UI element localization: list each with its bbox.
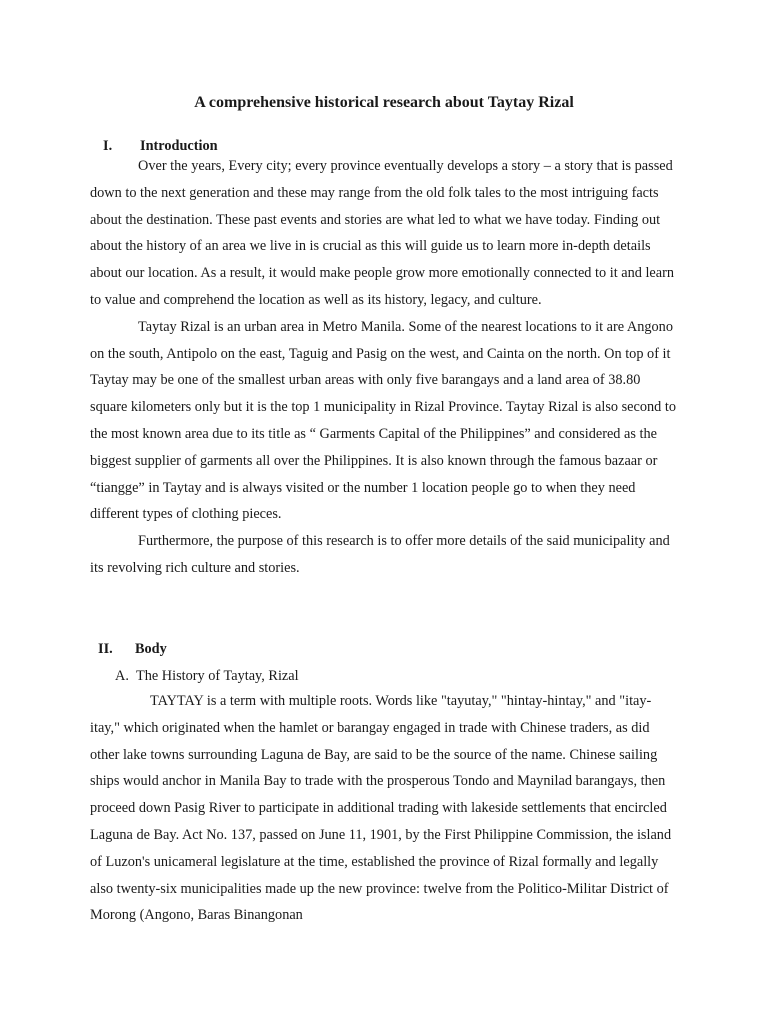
paragraph: Furthermore, the purpose of this research is to offer more details of the said municipality and its revolving rich culture and stories. [90,533,670,576]
subsection-heading-history [115,667,415,685]
paragraph: Taytay Rizal is an urban area in Metro Manila. Some of the nearest locations to it are Angono on the south, Antipolo on the east, Taguig and Pasig on the west, and Cainta on the north. On top of it Taytay may be one of the smallest urban areas with only five barangays and a land area of 38.80 square kilometers only but it is the top 1 municipality in Rizal Province. Taytay Rizal is also second to the most known area due to its title as “ Garments Capital of the Philippines” and considered as the biggest supplier of garments all over the Philippines. It is also known through the famous bazaar or “tiangge” in Taytay and is always visited or the number 1 location people go to when they need different types of clothing pieces. [90,318,676,523]
section-title: Introduction [140,138,218,154]
document-title: A comprehensive historical research about Taytay Rizal [194,94,574,111]
history-body [90,688,680,929]
section-title: Body [135,641,167,657]
section-number: I. [103,138,113,154]
subsection-title: The History of Taytay, Rizal [136,668,299,684]
section-number: II. [98,641,113,657]
subsection-number: A. [115,668,129,684]
paragraph: TAYTAY is a term with multiple roots. Words like "tayutay," "hintay-hintay," and "itay-itay," which originated when the hamlet or barangay engaged in trade with Chinese traders, as did other lake towns surrounding Laguna de Bay, are said to be the source of the name. Chinese sailing ships would anchor in Manila Bay to trade with the prosperous Tondo and Maynilad barangays, then proceed down Pasig River to participate in additional trading with lakeside settlements that encircled Laguna de Bay. Act No. 137, passed on June 11, 1901, by the First Philippine Commission, the island of Luzon's unicameral legislature at the time, established the province of Rizal formally and legally also twenty-six municipalities made up the new province: twelve from the Politico-Militar District of Morong (Angono, Baras Binangonan [90,693,672,924]
paragraph: Over the years, Every city; every province eventually develops a story – a story that is passed down to the next generation and these may range from the old folk tales to the most intriguing facts about the destination. These past events and stories are what led to what we have today. Finding out about the history of an area we live in is crucial as this will guide us to learn more in-depth details about our location. As a result, it would make people grow more emotionally connected to it and learn to value and comprehend the location as well as its history, legacy, and culture. [90,158,675,308]
introduction-body [90,153,680,582]
section-heading-body [98,640,298,658]
